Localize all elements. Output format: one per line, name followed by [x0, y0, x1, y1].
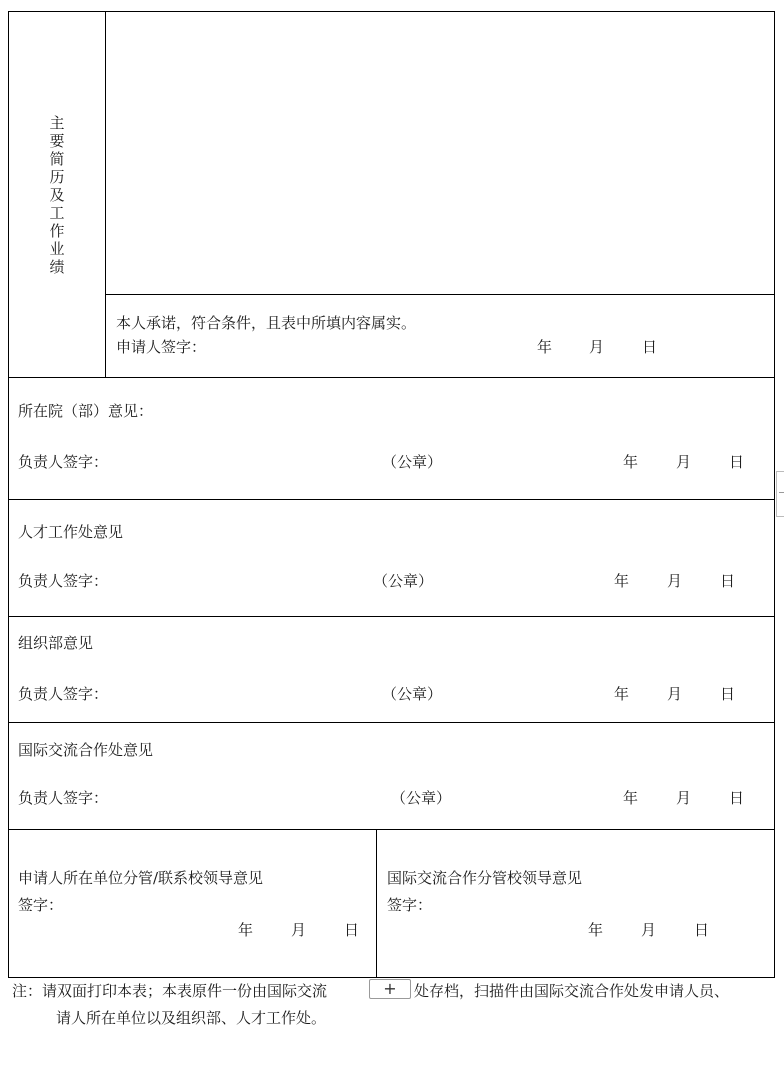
date-day: 日 — [720, 572, 736, 590]
talent-signature-label: 负责人签字： — [18, 572, 109, 590]
footnote-line1-end: 处存档，扫描件由国际交流合作处发申请人员、 — [414, 982, 730, 1000]
side-char: 要 — [49, 132, 65, 150]
college-seal: （公章） — [382, 453, 443, 471]
date-day: 日 — [720, 685, 736, 703]
side-char: 业 — [49, 240, 65, 258]
edge-handle[interactable] — [776, 471, 784, 517]
date-day: 日 — [729, 453, 745, 471]
date-day: 日 — [694, 921, 710, 939]
date-year: 年 — [588, 921, 604, 939]
org-opinion-title: 组织部意见 — [18, 634, 94, 652]
date-month: 月 — [667, 685, 683, 703]
date-year: 年 — [614, 685, 630, 703]
footnote-line2: 请人所在单位以及组织部、人才工作处。 — [56, 1009, 327, 1027]
intl-signature-label: 负责人签字： — [18, 789, 109, 807]
date-day: 日 — [344, 921, 360, 939]
row-divider — [105, 294, 775, 295]
date-year: 年 — [537, 338, 553, 356]
date-month: 月 — [676, 789, 692, 807]
resume-input-area[interactable] — [106, 12, 774, 294]
side-char: 作 — [49, 222, 65, 240]
date-day: 日 — [642, 338, 658, 356]
date-month: 月 — [291, 921, 307, 939]
date-month: 月 — [676, 453, 692, 471]
side-char: 绩 — [49, 258, 65, 276]
side-char: 主 — [49, 114, 65, 132]
date-year: 年 — [238, 921, 254, 939]
unit-leader-opinion-title: 申请人所在单位分管/联系校领导意见 — [18, 869, 264, 887]
intl-opinion-title: 国际交流合作处意见 — [18, 741, 154, 759]
row-divider — [8, 829, 775, 830]
date-year: 年 — [623, 453, 639, 471]
unit-leader-signature-label: 签字： — [18, 896, 64, 914]
date-year: 年 — [623, 789, 639, 807]
intl-seal: （公章） — [391, 789, 452, 807]
intl-leader-signature-label: 签字： — [387, 896, 433, 914]
date-day: 日 — [729, 789, 745, 807]
row-divider — [8, 722, 775, 723]
add-row-button[interactable]: + — [369, 979, 411, 999]
table-border-left — [8, 11, 9, 978]
applicant-signature-label: 申请人签字： — [116, 338, 207, 356]
table-border-bottom — [8, 977, 775, 978]
leaders-column-divider — [376, 829, 377, 977]
row-divider — [8, 377, 775, 378]
row-divider — [8, 616, 775, 617]
side-char: 简 — [49, 150, 65, 168]
side-char: 工 — [49, 204, 65, 222]
row-divider — [8, 499, 775, 500]
date-month: 月 — [589, 338, 605, 356]
pledge-text: 本人承诺，符合条件，且表中所填内容属实。 — [116, 314, 417, 332]
talent-opinion-title: 人才工作处意见 — [18, 523, 124, 541]
talent-seal: （公章） — [373, 572, 434, 590]
footnote-line1-start: 注：请双面打印本表；本表原件一份由国际交流 — [12, 982, 328, 1000]
date-year: 年 — [614, 572, 630, 590]
date-month: 月 — [641, 921, 657, 939]
org-seal: （公章） — [382, 685, 443, 703]
date-month: 月 — [667, 572, 683, 590]
table-border-right — [774, 11, 775, 978]
side-char: 及 — [49, 186, 65, 204]
org-signature-label: 负责人签字： — [18, 685, 109, 703]
college-opinion-title: 所在院（部）意见： — [18, 402, 154, 420]
resume-side-label — [48, 114, 66, 276]
side-char: 历 — [49, 168, 65, 186]
college-signature-label: 负责人签字： — [18, 453, 109, 471]
intl-leader-opinion-title: 国际交流合作分管校领导意见 — [387, 869, 583, 887]
